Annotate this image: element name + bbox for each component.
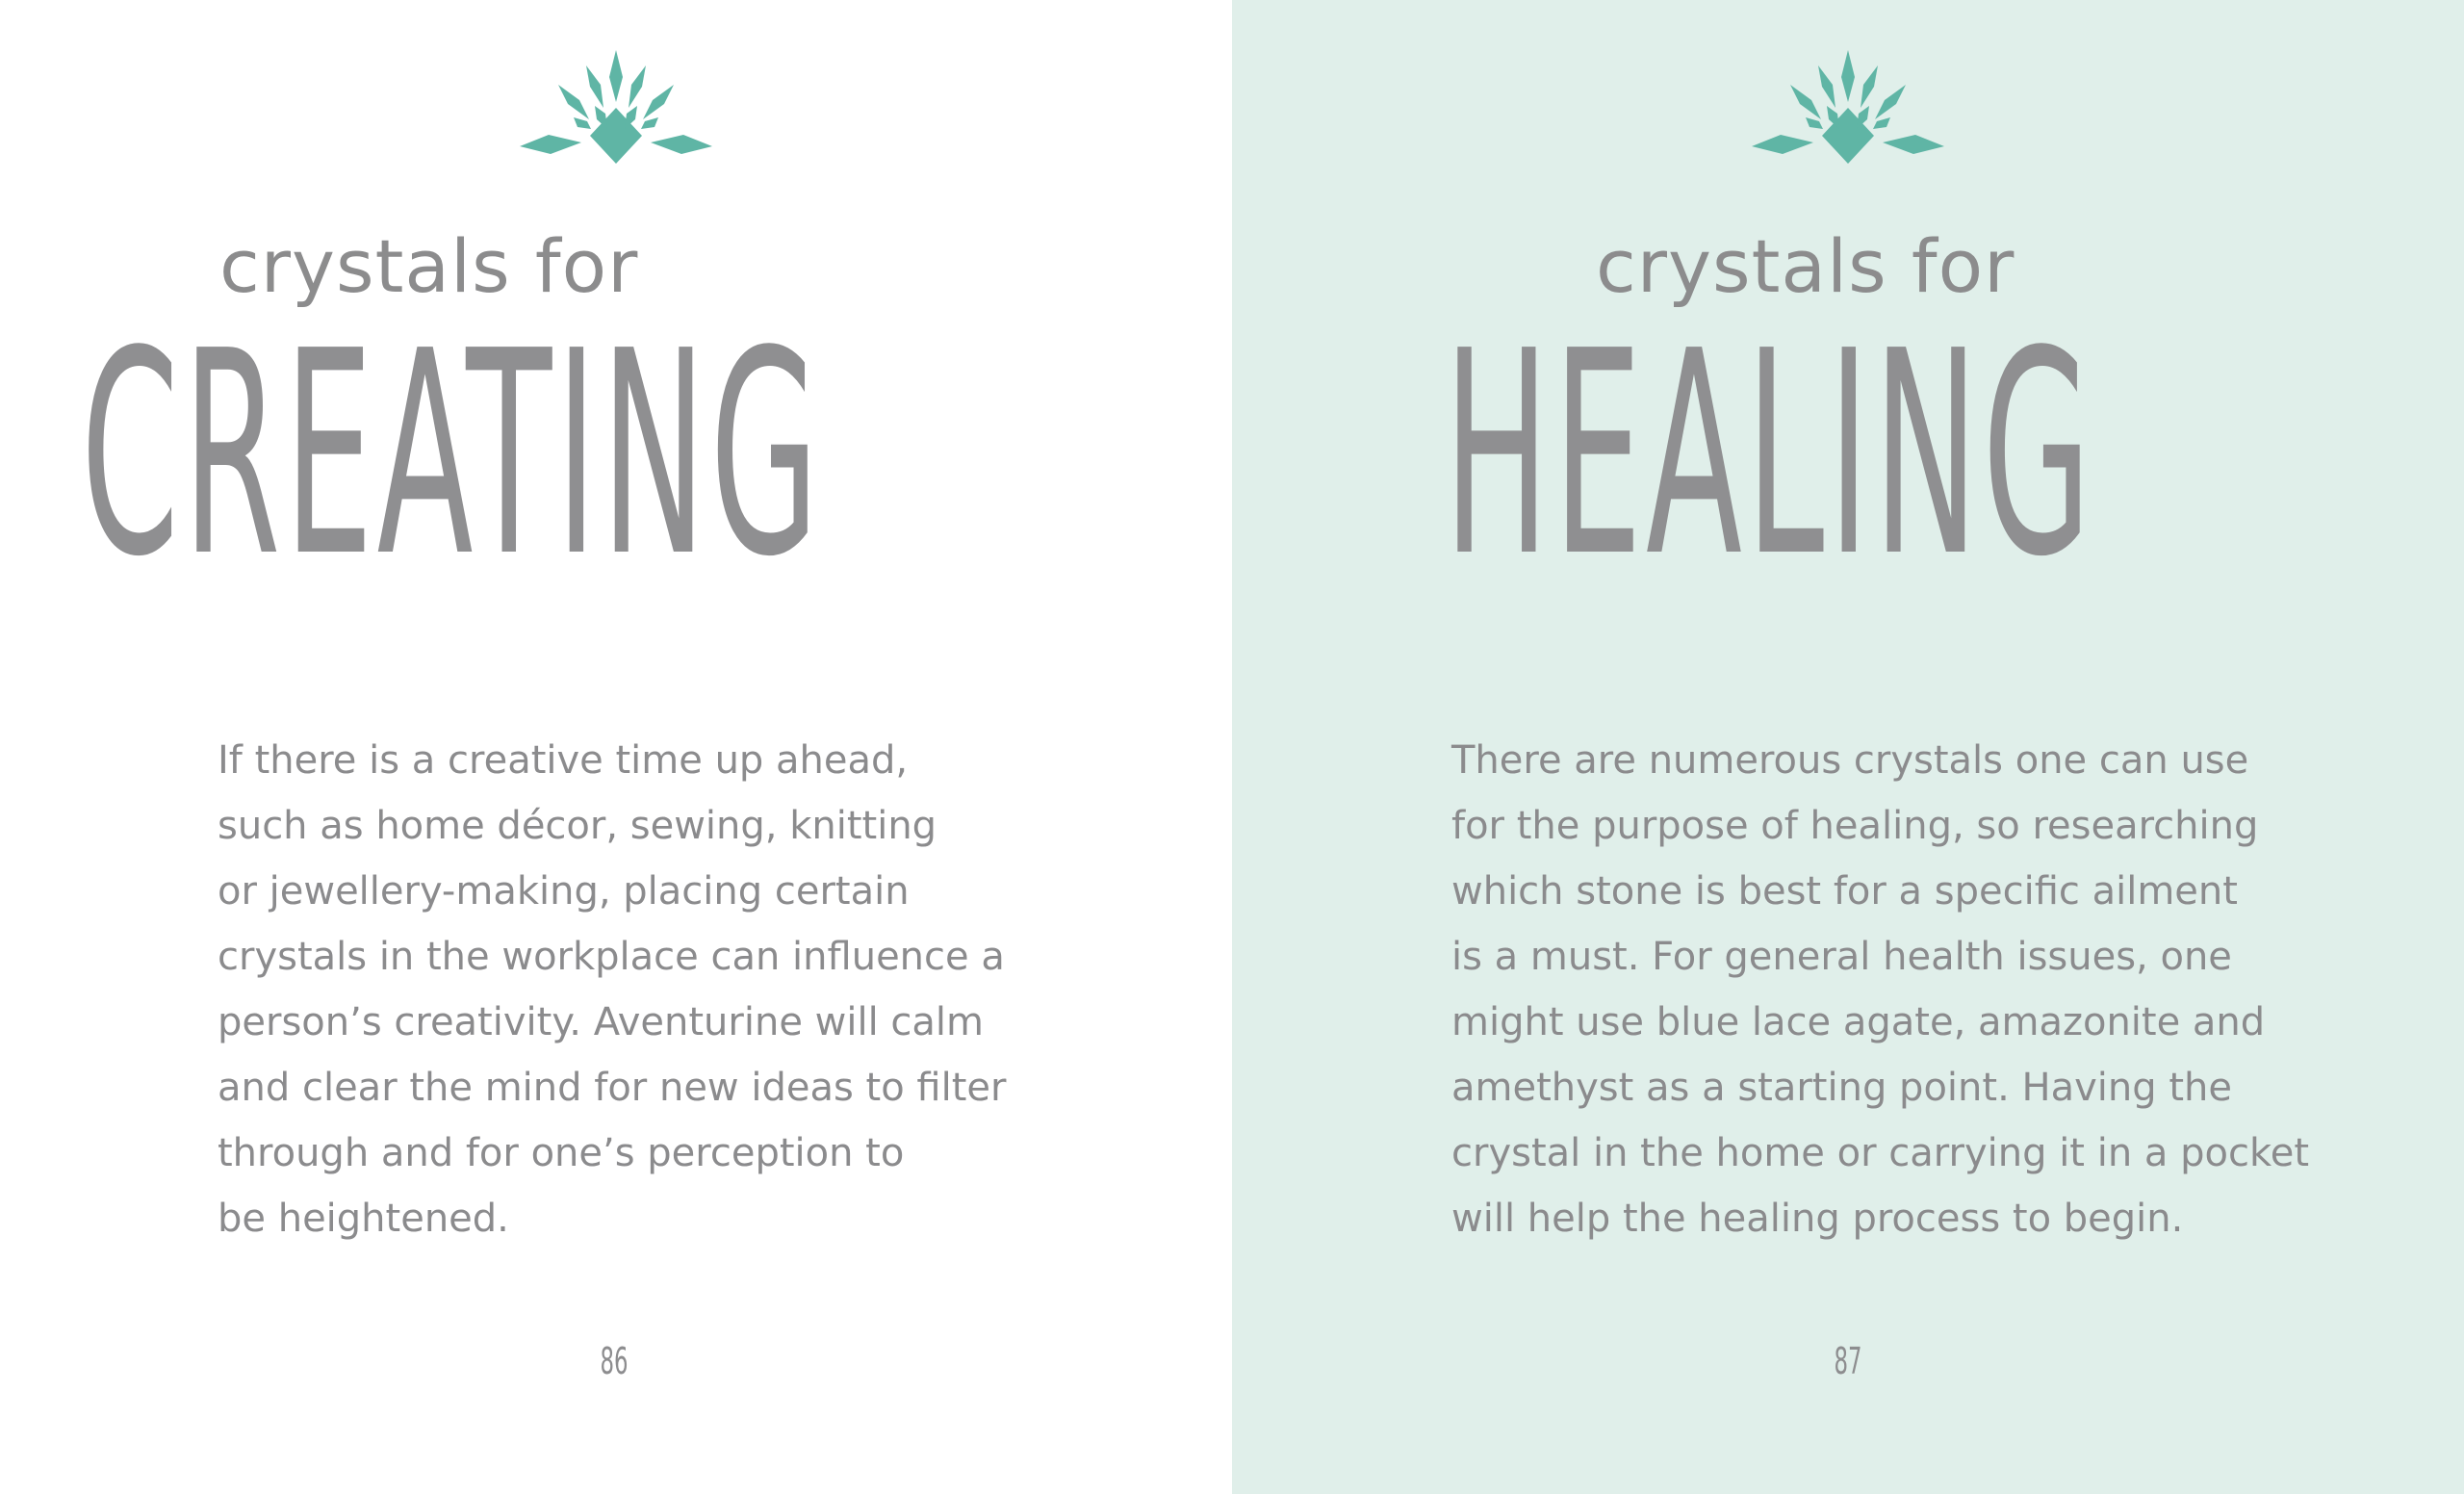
body-line: There are numerous crystals one can use bbox=[1451, 738, 2249, 783]
body-line: If there is a creative time up ahead, bbox=[218, 738, 909, 783]
body-line: crystal in the home or carrying it in a pocket bbox=[1451, 1131, 2309, 1175]
crystal-lotus-icon bbox=[1752, 50, 1944, 185]
body-line: amethyst as a starting point. Having the bbox=[1451, 1066, 2232, 1110]
body-line: or jewellery-making, placing certain bbox=[218, 869, 910, 914]
body-paragraph bbox=[218, 728, 1006, 1251]
body-line: through and for one’s perception to bbox=[218, 1131, 905, 1175]
page-title: HEALING bbox=[1444, 291, 2095, 618]
crystal-lotus-icon bbox=[520, 50, 712, 185]
page-number: 86 bbox=[600, 1340, 629, 1382]
body-line: for the purpose of healing, so researching bbox=[1451, 804, 2259, 848]
body-line: person’s creativity. Aventurine will calm bbox=[218, 1000, 984, 1044]
body-line: be heightened. bbox=[218, 1197, 509, 1241]
right-page bbox=[1232, 0, 2464, 1494]
body-line: is a must. For general health issues, one bbox=[1451, 935, 2232, 979]
page-title: CREATING bbox=[81, 291, 823, 618]
page-subtitle: crystals for bbox=[219, 223, 639, 309]
page-number: 87 bbox=[1834, 1340, 1862, 1382]
body-line: such as home décor, sewing, knitting bbox=[218, 804, 937, 848]
body-paragraph bbox=[1451, 728, 2309, 1251]
body-line: and clear the mind for new ideas to filter bbox=[218, 1066, 1007, 1110]
body-line: which stone is best for a specific ailment bbox=[1451, 869, 2238, 914]
body-line: might use blue lace agate, amazonite and bbox=[1451, 1000, 2266, 1044]
page-subtitle: crystals for bbox=[1596, 223, 2015, 309]
body-line: crystals in the workplace can influence a bbox=[218, 935, 1005, 979]
body-line: will help the healing process to begin. bbox=[1451, 1197, 2184, 1241]
